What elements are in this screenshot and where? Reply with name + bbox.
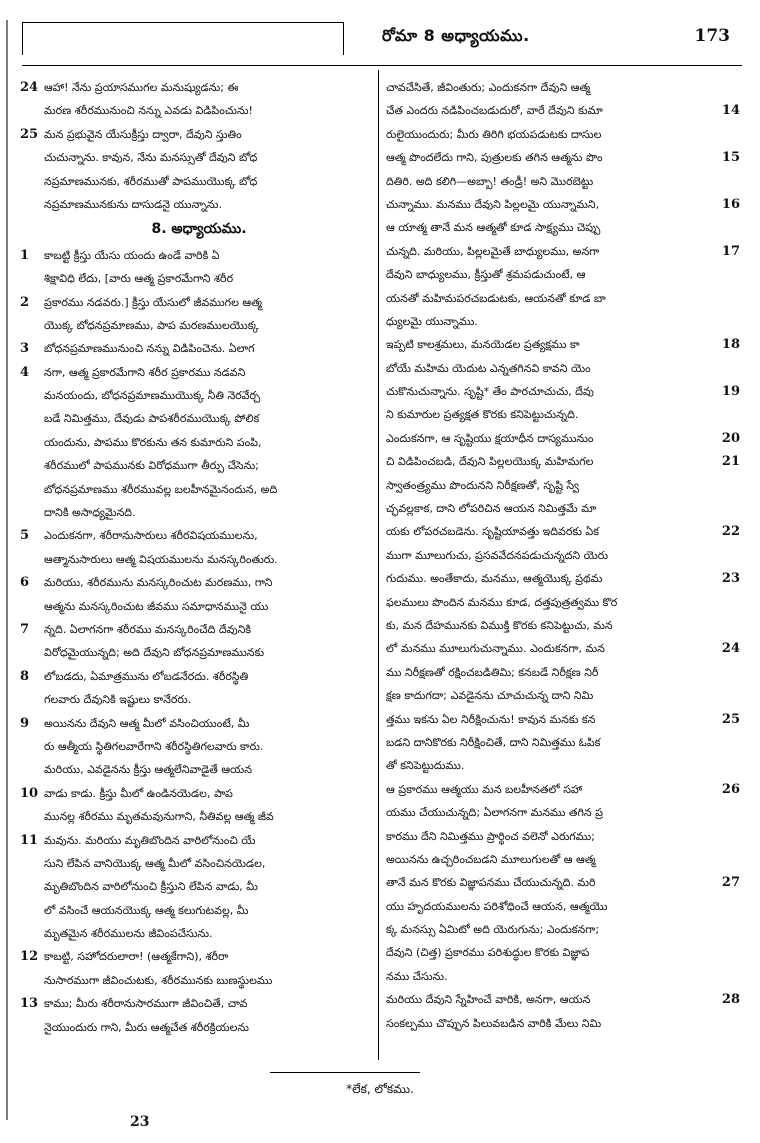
line-text: శిక్షావిధి లేదు, [వారు ఆత్మ ప్రకారమేగాని శరీర bbox=[44, 272, 234, 286]
text-line bbox=[24, 758, 374, 781]
text-line bbox=[386, 193, 738, 216]
line-text: రులైయుందురు; మీరు తిరిగి భయపడుటకు దాసుల bbox=[386, 127, 602, 141]
text-line bbox=[386, 1012, 738, 1035]
line-text: బడని దానికొరకు నిరీక్షించితే, దాని నిమిత్తము ఓపిక bbox=[386, 735, 601, 749]
text-line bbox=[386, 731, 738, 754]
line-text: మనయందు, బోధనప్రమాణముయొక్క నీతి నెరవేర్చ bbox=[44, 389, 261, 403]
line-text: దితిరి. అది కలిగి—అబ్బా! తండ్రీ! అని మొరబెట్టు bbox=[386, 174, 594, 188]
text-line bbox=[24, 478, 374, 501]
line-text: గుదుము. అంతేకాదు, మనము, ఆత్మయొక్క ప్రథమ bbox=[386, 572, 603, 586]
verse-number: 3 bbox=[20, 341, 30, 357]
line-text: చుకొనుచున్నాను. సృష్టి* తేం పారచూచుచు, దేవు bbox=[386, 385, 594, 399]
line-text: నప్రమాణమునకు, శరీరముతో పాపముయొక్క బోధ bbox=[44, 174, 258, 188]
text-line bbox=[386, 661, 738, 684]
text-line bbox=[20, 945, 374, 968]
text-line bbox=[386, 941, 738, 964]
verse-number: 7 bbox=[20, 621, 30, 637]
line-text: మరియు, ఎవడైనను క్రీస్తు ఆత్మలేనివాడైతే ఆయన bbox=[44, 763, 252, 777]
line-text: అయినను దేవుని ఆత్మ మీలో వసించియుంటే, మీ bbox=[44, 716, 250, 730]
text-line bbox=[386, 988, 738, 1011]
line-text: ముగా మూలుగుచు, ప్రసవవేదనపడుచున్నదని యెరు bbox=[386, 548, 609, 562]
line-text: నప్రమాణమునకును దాసుడనై యున్నాను. bbox=[44, 197, 222, 211]
line-text: యనతో మహిమపరచబడుటకు, ఆయనతో కూడ బా bbox=[386, 291, 606, 305]
line-text: కాబట్టి క్రీస్తు యేసు యందు ఉండే వారికి ఏ bbox=[44, 248, 220, 262]
line-text: ఫలములు పొందిన మనము కూడ, దత్తపుత్రత్వము కొర bbox=[386, 595, 618, 609]
text-line bbox=[386, 76, 738, 99]
binding-edge bbox=[6, 20, 10, 1120]
header-box bbox=[22, 22, 344, 55]
line-text: బడే నిమిత్తము, దేవుడు పాపశరీరముయొక్క పోలిక bbox=[44, 412, 260, 426]
text-line bbox=[20, 712, 374, 735]
text-line bbox=[24, 454, 374, 477]
line-text: లో మనము మూలుగుచున్నాము. ఎందుకనగా, మన bbox=[386, 642, 605, 656]
text-line bbox=[24, 146, 374, 169]
text-line bbox=[24, 805, 374, 828]
line-text: కారము దేని నిమిత్తము ప్రార్థించ వలెనో ఎరుగము; bbox=[386, 829, 595, 843]
chapter-heading: 8. అధ్యాయము. bbox=[151, 221, 247, 238]
line-text: తో కనిపెట్టుదుము. bbox=[386, 759, 465, 773]
text-line bbox=[24, 384, 374, 407]
verse-number: 14 bbox=[721, 103, 740, 119]
text-line bbox=[386, 310, 738, 333]
text-line bbox=[24, 99, 374, 122]
signature-mark: 23 bbox=[130, 1114, 150, 1130]
text-line bbox=[24, 170, 374, 193]
footnote: *లేక, లోకము. bbox=[346, 1082, 414, 1096]
text-line bbox=[386, 591, 738, 614]
line-text: ఆత్మను మనస్కరించుట జీవము సమాధానమునై యు bbox=[44, 599, 269, 613]
verse-number: 8 bbox=[20, 668, 30, 684]
text-line bbox=[20, 618, 374, 641]
left-column bbox=[20, 76, 374, 1039]
text-line bbox=[386, 403, 738, 426]
text-line bbox=[386, 895, 738, 918]
line-text: మునల్ల శరీరము మృతమవునుగాని, నీతివల్ల ఆత్మ జీవ bbox=[44, 810, 274, 824]
line-text: క్క మనస్సు ఏమిటో అది యెరుగును; ఎందుకనగా; bbox=[386, 923, 600, 937]
text-line bbox=[386, 333, 738, 356]
text-line bbox=[386, 216, 738, 239]
verse-number: 2 bbox=[20, 294, 30, 310]
text-line bbox=[20, 291, 374, 314]
text-line bbox=[386, 871, 738, 894]
line-text: నము చేసును. bbox=[386, 969, 448, 983]
right-column bbox=[386, 76, 738, 1035]
text-line bbox=[24, 969, 374, 992]
text-line bbox=[24, 852, 374, 875]
text-line bbox=[24, 193, 374, 216]
text-line bbox=[386, 965, 738, 988]
text-line bbox=[386, 474, 738, 497]
line-text: దేవుని బాధ్యులము, క్రీస్తుతో శ్రమపడుచుంటే, ఆ bbox=[386, 268, 586, 282]
line-text: నైయుందురు గాని, మీరు ఆత్మచేత శరీరక్రియలను bbox=[44, 1020, 249, 1034]
text-line bbox=[386, 778, 738, 801]
verse-number: 27 bbox=[721, 875, 740, 891]
text-line bbox=[386, 170, 738, 193]
line-text: మృతమైన శరీరములను జీవింపచేసును. bbox=[44, 927, 213, 941]
text-line bbox=[386, 99, 738, 122]
text-line bbox=[20, 76, 374, 99]
verse-number: 13 bbox=[20, 996, 39, 1012]
line-text: కు, మన దేహమునకు విముక్తి కొరకు కనిపెట్టుచు, మన bbox=[386, 618, 613, 632]
line-text: ని కుమారుల ప్రత్యక్షత కొరకు కనిపెట్టుచున్నది. bbox=[386, 408, 579, 422]
line-text: ఆత్మ పొందలేదు గాని, పుత్రులకు తగిన ఆత్మను పొం bbox=[386, 151, 603, 165]
footnote-rule bbox=[270, 1072, 420, 1073]
line-text: ప్రకారము నడవరు.] క్రీస్తు యేసులో జీవముగల ఆత్మ bbox=[44, 295, 263, 309]
line-text: యు హృదయములను పరిశోధించే ఆయన, ఆత్మయొ bbox=[386, 899, 608, 913]
line-text: సుని లేపిన వానియొక్క ఆత్మ మీలో వసించినయెడల, bbox=[44, 856, 266, 870]
text-line bbox=[24, 899, 374, 922]
verse-number: 10 bbox=[20, 785, 39, 801]
verse-number: 20 bbox=[721, 430, 740, 446]
line-text: మవును. మరియు మృతిబొందిన వారిలోనుంచి యే bbox=[44, 833, 256, 847]
line-text: ఆ ప్రకారము ఆత్మయు మన బలహీనతలో సహా bbox=[386, 782, 583, 796]
line-text: మరణ శరీరమునుంచి నన్ను ఎవడు విడిపించును! bbox=[44, 104, 253, 118]
verse-number: 18 bbox=[721, 337, 740, 353]
verse-number: 28 bbox=[721, 992, 740, 1008]
line-text: చ్ఛవల్లకాక, దాని లోపరిచిన ఆయన నిమిత్తమే మా bbox=[386, 502, 597, 516]
text-line bbox=[386, 637, 738, 660]
line-text: యము చేయుచున్నది; ఏలాగనగా మనము తగిన ప్ర bbox=[386, 806, 603, 820]
verse-number: 24 bbox=[20, 80, 39, 95]
verse-number: 9 bbox=[20, 715, 30, 731]
text-line bbox=[24, 407, 374, 430]
text-line bbox=[386, 450, 738, 473]
line-text: స్వాతంత్ర్యము పొందునని నిరీక్షణతో, సృష్టి స్వే bbox=[386, 478, 580, 492]
line-text: రు ఆత్మీయ స్థితిగలవారేగాని శరీరస్థితిగలవారు కారు. bbox=[44, 739, 264, 753]
text-line bbox=[24, 595, 374, 618]
text-line bbox=[20, 665, 374, 688]
text-line bbox=[386, 497, 738, 520]
header-rule bbox=[22, 65, 742, 66]
line-text: కాబట్టి, సహోదరులారా! (ఆత్మకేగాని), శరీరా bbox=[44, 950, 229, 964]
running-title: రోమా 8 అధ్యాయము. bbox=[382, 26, 530, 45]
line-text: అయినను ఉచ్చరించబడని మూలుగులతో ఆ ఆత్మ bbox=[386, 852, 596, 866]
text-line bbox=[24, 875, 374, 898]
line-text: నగా, ఆత్మ ప్రకారమేగాని శరీర ప్రకారము నడవని bbox=[44, 365, 246, 379]
line-text: ఎందుకనగా, ఆ సృష్టియు క్షయాధీన దాస్యమునుం bbox=[386, 431, 594, 445]
line-text: బోధనప్రమాణమునుంచి నన్ను విడిపించెను. ఏలాగ bbox=[44, 342, 255, 356]
text-line bbox=[386, 567, 738, 590]
page-header bbox=[22, 22, 742, 54]
text-line bbox=[386, 825, 738, 848]
line-text: బోయే మహిమ యెదుట ఎన్నతగినవి కావని యెం bbox=[386, 361, 591, 375]
text-line bbox=[386, 427, 738, 450]
column-divider bbox=[378, 70, 379, 1060]
text-line bbox=[386, 240, 738, 263]
verse-number: 19 bbox=[721, 384, 740, 400]
line-text: మరియు దేవుని స్నేహించే వారికి, అనగా, ఆయన bbox=[386, 993, 591, 1007]
text-line bbox=[386, 146, 738, 169]
text-line bbox=[386, 684, 738, 707]
verse-number: 26 bbox=[721, 781, 740, 797]
line-text: దానికి అసాధ్యమైనది. bbox=[44, 506, 136, 520]
verse-number: 5 bbox=[20, 528, 30, 544]
line-text: యందును, పాపము కొరకును తన కుమారుని పంపి, bbox=[44, 435, 262, 449]
line-text: కాము; మీరు శరీరానుసారముగా జీవించితే, చావ bbox=[44, 997, 248, 1011]
line-text: మృతిబొందిన వారిలోనుంచి క్రీస్తుని లేపిన వాడు, మీ bbox=[44, 880, 258, 894]
line-text: ఇప్పటి కాలశ్రమలు, మనయెడల ప్రత్యక్షము కా bbox=[386, 338, 580, 352]
text-line bbox=[386, 754, 738, 777]
verse-number: 4 bbox=[20, 364, 30, 380]
text-line bbox=[24, 1016, 374, 1039]
text-line bbox=[24, 688, 374, 711]
text-line bbox=[24, 641, 374, 664]
text-line bbox=[386, 287, 738, 310]
line-text: న్నది. ఏలాగనగా శరీరము మనస్కరించేది దేవునికి bbox=[44, 622, 252, 636]
text-line bbox=[24, 501, 374, 524]
line-text: నుసారముగా జీవించుటకు, శరీరమునకు బుణస్థులము bbox=[44, 973, 273, 987]
text-line bbox=[20, 992, 374, 1015]
text-line bbox=[386, 708, 738, 731]
text-line bbox=[24, 314, 374, 337]
text-line bbox=[386, 544, 738, 567]
verse-number: 17 bbox=[721, 243, 740, 259]
verse-number: 25 bbox=[721, 711, 740, 727]
text-line bbox=[20, 123, 374, 146]
text-line bbox=[386, 123, 738, 146]
line-text: గలవారు దేవునికి ఇష్టులు కానేరరు. bbox=[44, 693, 192, 707]
line-text: యొక్క బోధనప్రమాణము, పాప మరణములయొక్క bbox=[44, 318, 259, 332]
line-text: మరియు, శరీరమును మనస్కరించుట మరణము, గాని bbox=[44, 576, 273, 590]
verse-number: 15 bbox=[721, 150, 740, 166]
verse-number: 6 bbox=[20, 575, 30, 591]
verse-number: 12 bbox=[20, 949, 39, 965]
line-text: యకు లోపరచబడెను. సృష్టియావత్తు ఇదివరకు ఏక bbox=[386, 525, 599, 539]
line-text: ఆ యాత్మ తానే మన ఆత్మతో కూడ సాక్ష్యము చెప్పు bbox=[386, 221, 601, 235]
line-text: వాడు కాడు. క్రీస్తు మీలో ఉండినయెడల, పాప bbox=[44, 786, 233, 800]
line-text: దేవుని (చిత్త) ప్రకారము పరిశుద్ధుల కొరకు విజ్ఞాప bbox=[386, 946, 590, 960]
text-line bbox=[20, 782, 374, 805]
line-text: త్తము ఇకను ఏల నిరీక్షించును! కావున మనకు కన bbox=[386, 712, 596, 726]
text-line bbox=[24, 922, 374, 945]
verse-number: 1 bbox=[20, 247, 30, 263]
verse-number: 23 bbox=[721, 571, 740, 587]
verse-number: 21 bbox=[721, 454, 740, 470]
text-line bbox=[20, 524, 374, 547]
line-text: సంకల్పము చొప్పున పిలువబడిన వారికి మేలు నిమి bbox=[386, 1016, 602, 1030]
text-line bbox=[20, 337, 374, 360]
text-line bbox=[20, 361, 374, 384]
line-text: ఎందుకనగా, శరీరానుసారులు శరీరవిషయములను, bbox=[44, 529, 258, 543]
line-text: చున్నాము. మనము దేవుని పిల్లలమై యున్నామని, bbox=[386, 197, 600, 211]
line-text: బోధనప్రమాణము శరీరమువల్ల బలహీనమైనందున, అది bbox=[44, 482, 278, 496]
text-line bbox=[20, 244, 374, 267]
page-number: 173 bbox=[694, 26, 730, 46]
line-text: తానే మన కొరకు విజ్ఞాపనము చేయుచున్నది. మరి bbox=[386, 876, 596, 890]
verse-number: 24 bbox=[721, 641, 740, 657]
verse-number: 16 bbox=[721, 196, 740, 212]
text-line bbox=[386, 357, 738, 380]
text-line bbox=[24, 431, 374, 454]
verse-number: 11 bbox=[20, 832, 39, 848]
line-text: క్షణ కాదుగదా; ఎవడైనను చూచుచున్న దాని నిమి bbox=[386, 689, 594, 703]
text-line bbox=[386, 918, 738, 941]
line-text: ధ్యులమై యున్నాము. bbox=[386, 314, 478, 328]
text-line bbox=[386, 801, 738, 824]
verse-number: 25 bbox=[20, 126, 39, 142]
line-text: ఆహా! నేను ప్రయాసముగల మనుష్యుడను; ఈ bbox=[44, 81, 239, 94]
line-text: విరోధమైయున్నది; అది దేవుని బోధనప్రమాణమునకు bbox=[44, 646, 265, 660]
line-text: ఆత్మానుసారులు ఆత్మ విషయములను మనస్కరింతురు. bbox=[44, 552, 278, 566]
line-text: లోబడదు, ఏమాత్రమును లోబడనేరదు. శరీరస్థితి bbox=[44, 669, 249, 683]
line-text: చావచేసితే, జీవింతురు; ఎందుకనగా దేవుని ఆత్మ bbox=[386, 81, 591, 94]
line-text: శరీరములో పాపమునకు విరోధముగా తీర్పు చేసెను; bbox=[44, 459, 259, 473]
text-line bbox=[386, 848, 738, 871]
text-line bbox=[386, 380, 738, 403]
line-text: చి విడిపించబడి, దేవుని పిల్లలయొక్క మహిమగల bbox=[386, 455, 594, 469]
text-line bbox=[24, 548, 374, 571]
line-text: చున్నది. మరియు, పిల్లలమైతే బాధ్యులము, అనగా bbox=[386, 244, 600, 258]
line-text: చుచున్నాను. కావున, నేను మనస్సుతో దేవుని బోధ bbox=[44, 151, 258, 165]
text-line bbox=[24, 735, 374, 758]
line-text: చేత ఎందరు నడిపించబడుదురో, వారే దేవుని కుమా bbox=[386, 104, 603, 118]
text-line bbox=[386, 263, 738, 286]
text-line bbox=[386, 614, 738, 637]
text-line bbox=[24, 267, 374, 290]
verse-number: 22 bbox=[721, 524, 740, 540]
line-text: మన ప్రభువైన యేసుక్రీస్తు ద్వారా, దేవుని స్తుతిం bbox=[44, 127, 242, 141]
line-text: ము నిరీక్షణతో రక్షించబడితిమి; కనబడే నిరీక్షణ నిరీ bbox=[386, 665, 599, 679]
text-line bbox=[20, 829, 374, 852]
text-line bbox=[20, 571, 374, 594]
text-line bbox=[386, 520, 738, 543]
line-text: లో వసించే ఆయనయొక్క ఆత్మ కలుగుటవల్ల, మీ bbox=[44, 903, 249, 917]
